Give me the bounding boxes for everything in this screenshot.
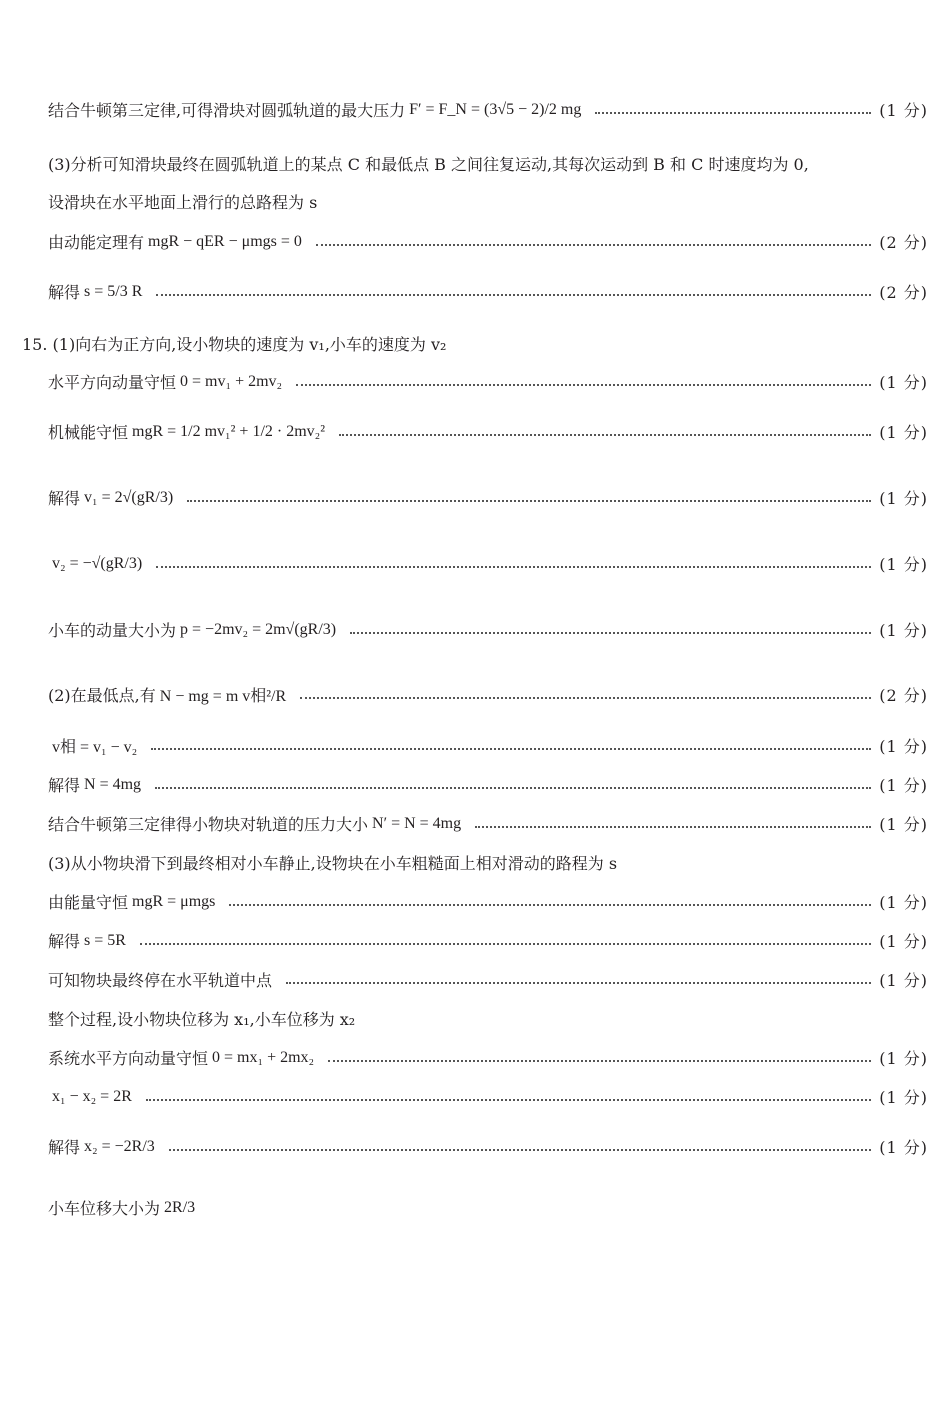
score-label: (1 分)	[879, 737, 928, 756]
line-text: 由动能定理有	[48, 233, 145, 252]
line-text: 系统水平方向动量守恒	[48, 1049, 209, 1068]
line-text: 结合牛顿第三定律,可得滑块对圆弧轨道的最大压力	[48, 101, 406, 120]
formula: mgR = μmgs	[132, 892, 216, 910]
score-label: (1 分)	[879, 101, 928, 120]
solution-line	[48, 929, 928, 952]
formula: N = 4mg	[84, 775, 142, 793]
formula: x₂ = −2R/3	[84, 1137, 155, 1155]
leader-dots	[316, 244, 871, 246]
leader-dots	[350, 632, 871, 634]
score-label: (1 分)	[879, 373, 928, 392]
leader-dots	[328, 1060, 871, 1062]
solution-line	[48, 1046, 928, 1069]
score-label: (1 分)	[879, 489, 928, 508]
score-label: (1 分)	[879, 893, 928, 912]
line-text: (3)从小物块滑下到最终相对小车静止,设物块在小车粗糙面上相对滑动的路程为 s	[48, 854, 618, 873]
solution-line	[48, 851, 928, 874]
line-text: 水平方向动量守恒	[48, 373, 177, 392]
solution-line	[48, 890, 928, 913]
question-header	[22, 332, 928, 355]
formula: v相 = v₁ − v₂	[52, 739, 138, 756]
solution-line	[48, 734, 928, 757]
formula: 0 = mv₁ + 2mv₂	[180, 372, 283, 390]
line-text: 由能量守恒	[48, 893, 129, 912]
formula: mgR = 1/2 mv₁² + 1/2 · 2mv₂²	[132, 422, 326, 440]
leader-dots	[156, 294, 871, 296]
score-label: (1 分)	[879, 621, 928, 640]
line-text: 整个过程,设小物块位移为 x₁,小车位移为 x₂	[48, 1010, 356, 1029]
score-label: (2 分)	[879, 283, 928, 302]
formula: v₁ = 2√(gR/3)	[84, 488, 174, 506]
score-label: (1 分)	[879, 815, 928, 834]
formula: F′ = F_N = (3√5 − 2)/2 mg	[409, 100, 582, 118]
solution-line	[48, 230, 928, 253]
formula: 0 = mx₁ + 2mx₂	[212, 1048, 315, 1066]
score-label: (1 分)	[879, 776, 928, 795]
formula: 2R/3	[164, 1198, 196, 1216]
line-text: 小车的动量大小为	[48, 621, 177, 640]
line-text: 15. (1)向右为正方向,设小物块的速度为 v₁,小车的速度为 v₂	[22, 335, 447, 354]
formula: v₂ = −√(gR/3)	[52, 554, 143, 572]
leader-dots	[300, 697, 871, 699]
score-label: (1 分)	[879, 423, 928, 442]
line-text: 解得	[48, 283, 81, 302]
line-text: 解得	[48, 776, 81, 795]
solution-line	[48, 190, 928, 213]
formula: N − mg = m v相²/R	[159, 688, 287, 705]
line-text: 可知物块最终停在水平轨道中点	[48, 971, 273, 990]
leader-dots	[156, 566, 871, 568]
leader-dots	[475, 826, 871, 828]
line-text: 解得	[48, 1138, 81, 1157]
solution-line	[48, 1007, 928, 1030]
leader-dots	[339, 434, 871, 436]
solution-line	[48, 812, 928, 835]
line-text: 小车位移大小为	[48, 1199, 161, 1218]
leader-dots	[151, 748, 871, 750]
solution-line	[48, 1085, 928, 1108]
formula: mgR − qER − μmgs = 0	[148, 232, 302, 250]
solution-line	[48, 618, 928, 641]
solution-line	[48, 1196, 928, 1219]
solution-line	[48, 773, 928, 796]
formula: x₁ − x₂ = 2R	[52, 1087, 132, 1105]
leader-dots	[229, 904, 871, 906]
line-text: (2)在最低点,有	[48, 686, 156, 705]
score-label: (1 分)	[879, 1138, 928, 1157]
leader-dots	[146, 1099, 871, 1101]
line-text: 机械能守恒	[48, 423, 129, 442]
solution-line	[48, 152, 928, 175]
leader-dots	[286, 982, 871, 984]
score-label: (1 分)	[879, 971, 928, 990]
line-text: 解得	[48, 489, 81, 508]
score-label: (1 分)	[879, 1088, 928, 1107]
solution-line	[48, 1135, 928, 1158]
leader-dots	[140, 943, 871, 945]
solution-line	[48, 486, 928, 509]
solution-line	[48, 968, 928, 991]
line-text: 结合牛顿第三定律得小物块对轨道的压力大小	[48, 815, 369, 834]
formula: s = 5R	[84, 931, 126, 949]
line-text: 设滑块在水平地面上滑行的总路程为 s	[48, 193, 318, 212]
solution-line	[48, 370, 928, 393]
score-label: (2 分)	[879, 233, 928, 252]
solution-line	[48, 98, 928, 121]
score-label: (1 分)	[879, 555, 928, 574]
score-label: (1 分)	[879, 1049, 928, 1068]
formula: s = 5/3 R	[84, 282, 143, 300]
leader-dots	[169, 1149, 871, 1151]
score-label: (1 分)	[879, 932, 928, 951]
solution-line	[48, 420, 928, 443]
leader-dots	[187, 500, 871, 502]
score-label: (2 分)	[879, 686, 928, 705]
solution-line	[48, 683, 928, 706]
solution-line	[48, 280, 928, 303]
leader-dots	[155, 787, 871, 789]
formula: N′ = N = 4mg	[372, 814, 462, 832]
line-text: 解得	[48, 932, 81, 951]
solution-line	[48, 552, 928, 575]
leader-dots	[296, 384, 871, 386]
leader-dots	[595, 112, 871, 114]
formula: p = −2mv₂ = 2m√(gR/3)	[180, 620, 337, 638]
line-text: (3)分析可知滑块最终在圆弧轨道上的某点 C 和最低点 B 之间往复运动,其每次运动到 B 和 C 时速度均为 0,	[48, 155, 809, 174]
